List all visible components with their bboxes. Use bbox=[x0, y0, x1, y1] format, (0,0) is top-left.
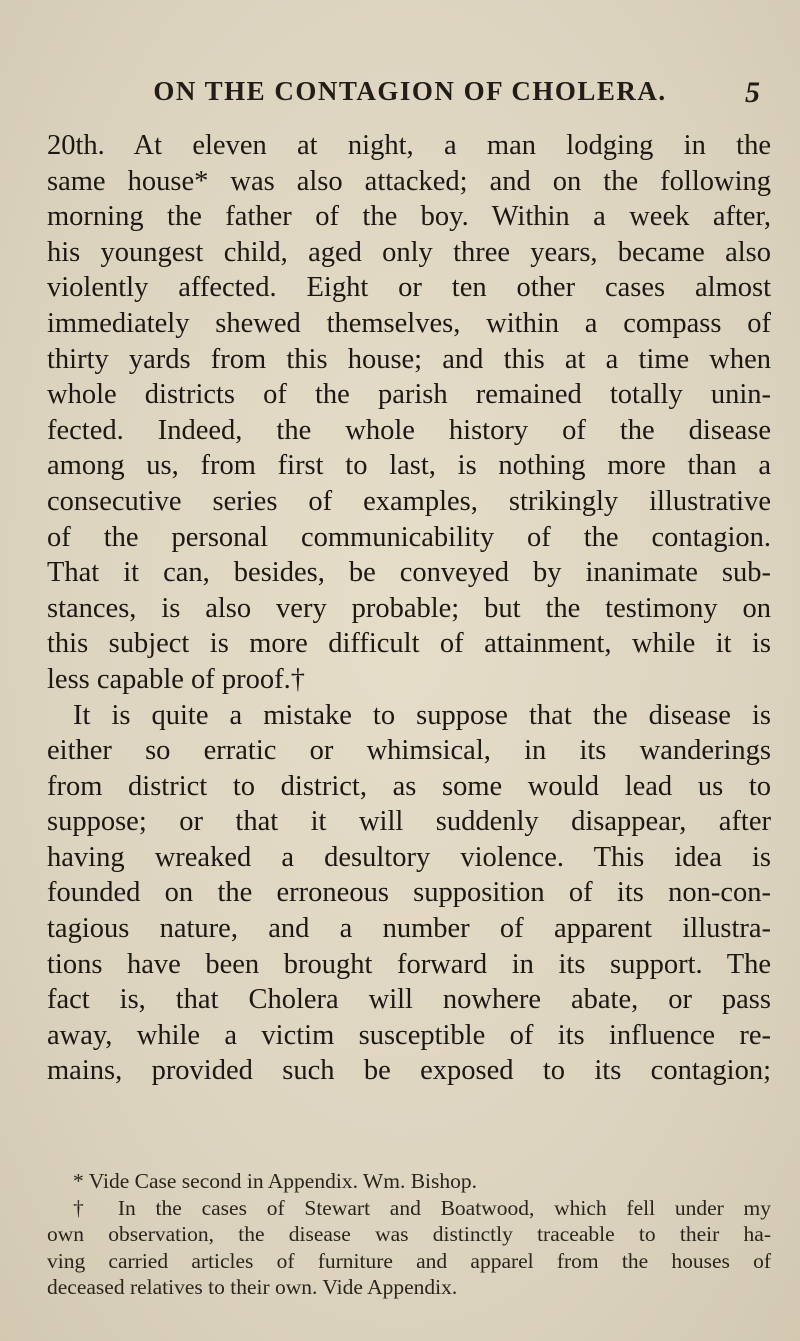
text-line: fected. Indeed, the whole history of the disease bbox=[47, 414, 771, 446]
footnote-2 bbox=[47, 1195, 771, 1301]
text-line: among us, from first to last, is nothing more than a bbox=[47, 450, 771, 482]
paragraph-2 bbox=[47, 698, 771, 1090]
footnote-line: † In the cases of Stewart and Boatwood, which fell under my bbox=[73, 1195, 771, 1220]
text-line: of the personal communicability of the contagion. bbox=[47, 521, 771, 553]
text-line: fact is, that Cholera will nowhere abate, or pass bbox=[47, 984, 771, 1016]
body-text bbox=[47, 128, 771, 1089]
footnotes bbox=[47, 1168, 771, 1301]
text-line: less capable of proof.† bbox=[47, 663, 305, 695]
text-line: same house* was also attacked; and on the following bbox=[47, 165, 771, 197]
text-line: tions have been brought forward in its support. The bbox=[47, 948, 771, 980]
text-line: mains, provided such be exposed to its contagion; bbox=[47, 1055, 771, 1087]
footnote-line: own observation, the disease was distinctly traceable to their ha- bbox=[47, 1222, 771, 1247]
text-line: 20th. At eleven at night, a man lodging in the bbox=[47, 130, 771, 161]
text-line: either so erratic or whimsical, in its wanderings bbox=[47, 735, 771, 767]
page-header bbox=[60, 76, 760, 116]
text-line: consecutive series of examples, strikingly illustrative bbox=[47, 485, 771, 517]
footnote-line: deceased relatives to their own. Vide Appendix. bbox=[47, 1275, 458, 1300]
page-number: 5 bbox=[745, 76, 760, 109]
text-line: this subject is more difficult of attainment, while it is bbox=[47, 628, 771, 660]
text-line: away, while a victim susceptible of its influence re- bbox=[47, 1019, 771, 1051]
text-line: thirty yards from this house; and this at a time when bbox=[47, 343, 771, 375]
text-line: having wreaked a desultory violence. This idea is bbox=[47, 841, 771, 873]
text-line: founded on the erroneous supposition of its non-con- bbox=[47, 877, 771, 909]
text-line: That it can, besides, be conveyed by inanimate sub- bbox=[47, 557, 771, 589]
text-line: It is quite a mistake to suppose that the disease is bbox=[73, 699, 771, 731]
text-line: immediately shewed themselves, within a compass of bbox=[47, 307, 771, 339]
text-line: his youngest child, aged only three years, became also bbox=[47, 236, 771, 268]
text-line: violently affected. Eight or ten other cases almost bbox=[47, 272, 771, 304]
footnote-line: * Vide Case second in Appendix. Wm. Bishop. bbox=[73, 1169, 477, 1193]
running-head: ON THE CONTAGION OF CHOLERA. bbox=[153, 76, 667, 106]
paragraph-1 bbox=[47, 128, 771, 698]
text-line: tagious nature, and a number of apparent illustra- bbox=[47, 913, 771, 945]
footnote-line: ving carried articles of furniture and apparel from the houses of bbox=[47, 1248, 771, 1273]
footnote-1 bbox=[47, 1168, 771, 1195]
text-line: from district to district, as some would lead us to bbox=[47, 770, 771, 802]
text-line: morning the father of the boy. Within a week after, bbox=[47, 201, 771, 233]
text-line: suppose; or that it will suddenly disappear, after bbox=[47, 806, 771, 838]
text-line: stances, is also very probable; but the testimony on bbox=[47, 592, 771, 624]
text-line: whole districts of the parish remained totally unin- bbox=[47, 379, 771, 411]
